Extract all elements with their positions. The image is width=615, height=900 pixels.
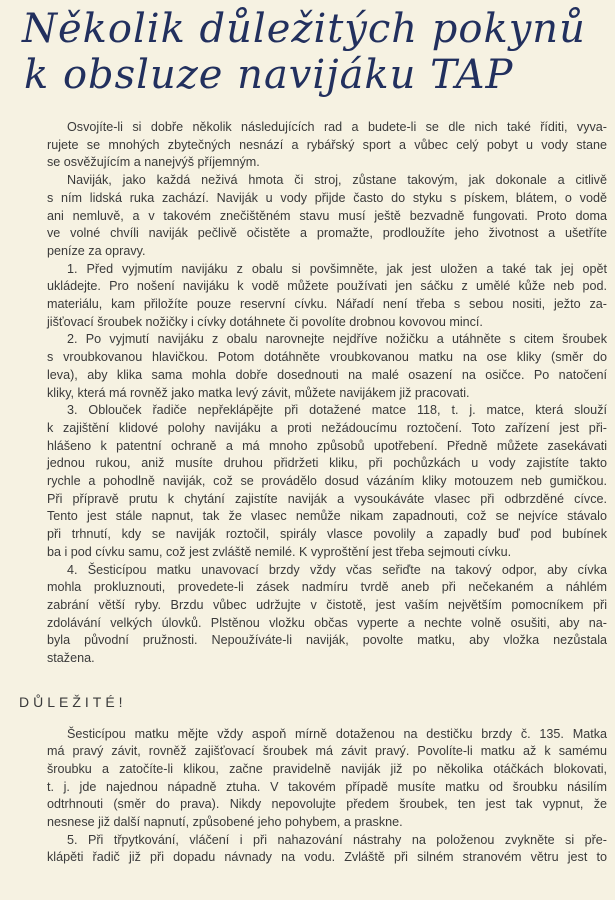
text-line: rychle a pohodlně naviják, což se provádělo dosud vázáním kliky motouzem neb gumičkou.	[47, 474, 607, 489]
text-line: Šesticípou matku mějte vždy aspoň mírně dotaženou na destičku brzdy č. 135. Matka	[67, 726, 607, 741]
paragraph	[47, 261, 607, 332]
title-line: Několik důležitých pokynů	[22, 6, 586, 52]
text-line: peníze za opravy.	[47, 243, 146, 258]
title-line: k obsluze navijáku TAP	[24, 52, 514, 98]
text-line: Naviják, jako každá neživá hmota či stroj, zůstane takovým, jak dokonale a citlivě	[67, 173, 607, 188]
text-line: kliky, která má rovněž jako matka levý závit, můžete navijákem již pracovati.	[47, 385, 470, 400]
text-line: klápěti řadič již při dopadu návnady na vodu. Zvláště při silném stranovém větru jest to	[47, 850, 607, 865]
text-line: stažena.	[47, 651, 95, 666]
text-line: se osvěžujícím a nanejvýš příjemným.	[47, 155, 260, 170]
text-line: materiálu, kam přiložíte pouze reservní cívku. Nářadí není třeba s sebou nositi, ježto za-	[47, 297, 607, 312]
text-line: byla původní pružnosti. Nepoužíváte-li naviják, povolte matku, aby vložka nezůstala	[47, 633, 607, 648]
text-line: rujete se mnohých zbytečných nesnází a rybářský sport a vůbec celý pobyt u vody stane	[47, 137, 607, 152]
text-line: Tento jest stále napnut, tak že vlasec nemůže nikam zapadnouti, což se nejvíce stávalo	[47, 509, 607, 524]
text-line: nesnese již další napnutí, způsobené jeho pohybem, a praskne.	[47, 815, 403, 830]
document-title	[22, 6, 586, 98]
text-line: leva), aby klika sama mohla dobře dosednouti na malé osazení na osičce. Po natočení	[47, 367, 607, 382]
text-line: má pravý závit, rovněž zajišťovací šroubek má závit pravý. Povolíte-li matku až k samému	[47, 744, 607, 759]
text-line: k zajištění klidové polohy navijáku a proti nežádoucímu roztočení. Toto zařízení jest při-	[47, 420, 607, 435]
text-line: Osvojíte-li si dobře několik následujících rad a budete-li se dle nich také říditi, vyva-	[67, 120, 607, 134]
paragraph	[47, 119, 607, 172]
text-line: 3. Oblouček řadiče nepřeklápějte při dotažené matce 118, t. j. matce, která slouží	[67, 403, 607, 418]
text-line: odtrhnouti (směr do prava). Nikdy nepovolujte předem šroubek, ten jest tak vypnut, že	[47, 797, 607, 812]
text-line: jednou rukou, aniž musíte druhou přidržeti kliku, při pochůzkách u vody zajistíte takto	[47, 456, 607, 471]
paragraph	[47, 331, 607, 402]
text-line: šroubku a zatočíte-li klikou, začne pravidelně naviják již po několika otáčkách blokovati,	[47, 761, 607, 776]
text-line: 4. Šesticípou matku unavovací brzdy vždy včas seřiďte na takový odpor, aby cívka	[67, 562, 607, 577]
text-line: zabrání větší ryby. Brzdu vůbec udržujte v čistotě, jest vaším největším pomocníkem při	[47, 597, 607, 612]
text-line: zdolávání velkých úlovků. Plstěnou vložku občas vyperte a nechte volně osušiti, aby na-	[47, 615, 607, 630]
paragraph	[47, 562, 607, 668]
text-line: s vroubkovanou hlavičkou. Potom dotáhněte vroubkovanou matku na ose kliky (směr do	[47, 350, 607, 365]
text-line: 5. Při třpytkování, vláčení i při nahazování nástrahy na položenou zvykněte si pře-	[67, 832, 607, 847]
text-line: mohla prokluznouti, provedete-li zásek nadmíru tvrdě aneb při nečekaném a náhlém	[47, 580, 607, 595]
text-line: t. j. jde najednou nápadně ztuha. V takovém případě musíte matku od šroubku násilím	[47, 779, 607, 794]
text-line: s ním lidská ruka zachází. Naviják u vody přijde často do styku s pískem, blátem, o vodě	[47, 190, 607, 205]
important-heading: DŮLEŽITÉ!	[19, 693, 127, 710]
text-line: 2. Po vyjmutí navijáku z obalu narovnejte nejdříve nožičku a utáhněte s citem šroubek	[67, 332, 607, 347]
text-line: ani nemluvě, a v takovém znečištěném stavu musí ještě bezvadně fungovati. Proto doma	[47, 208, 607, 223]
text-line: jišťovací šroubek nožičky i cívky dotáhnete či povolíte drobnou kovovou mincí.	[47, 314, 483, 329]
text-line: ve volné chvíli naviják pečlivě očistěte a promažte, prodloužíte jeho životnost a ušetříte	[47, 226, 607, 241]
text-line: při trhnutí, kdy se naviják roztočil, spirály vlasce povolily a zapadly buď pod bubínek	[47, 527, 607, 542]
text-line: 1. Před vyjmutím navijáku z obalu si povšimněte, jak jest uložen a také tak jej opět	[67, 261, 607, 276]
paragraph	[47, 172, 607, 261]
paragraph	[47, 402, 607, 561]
instructions-body	[19, 119, 607, 867]
paragraph	[47, 832, 607, 867]
text-line: ba i pod cívku samu, což jest zvláště nemilé. K vyproštění jest třeba sejmouti cívku.	[47, 544, 512, 559]
text-line: Při přípravě prutu k chytání zajistíte naviják a vysoukáváte vlasec při odbrzděné cívce.	[47, 491, 607, 506]
paragraph	[47, 726, 607, 832]
text-line: ukládejte. Pro nošení navijáku k vodě můžete používati jen sáčku z umělé kůže neb pod.	[47, 279, 607, 294]
text-line: hlášeno k patentní ochraně a má mnoho způsobů upotřebení. Předně můžete zasekávati	[47, 438, 607, 453]
